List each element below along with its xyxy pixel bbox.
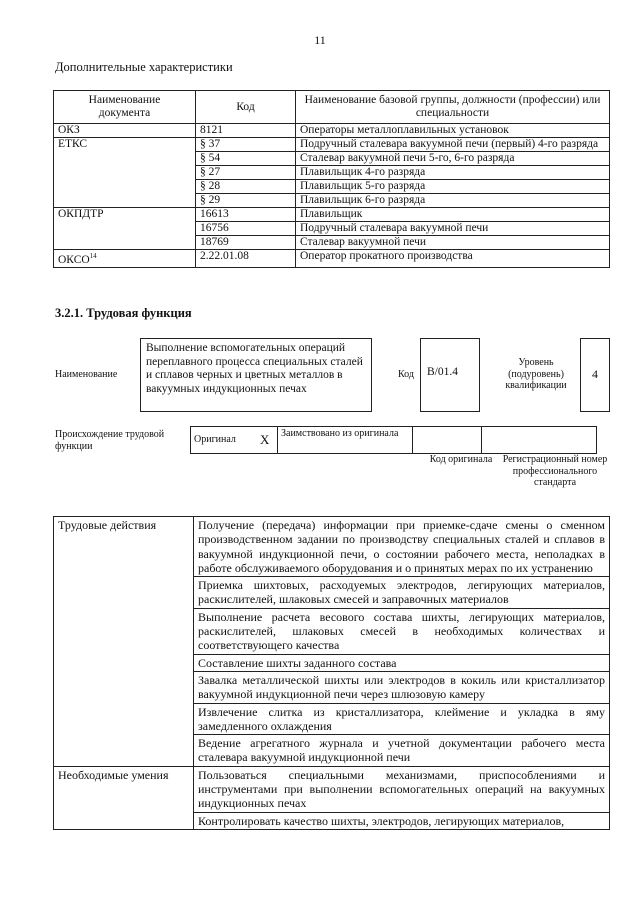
qualification-level-box: 4	[580, 338, 610, 412]
doc-cell: ОКЗ	[54, 124, 196, 138]
col-header-name: Наименование базовой группы, должности (профессии) или специальности	[296, 91, 610, 124]
code-label: Код	[398, 369, 414, 380]
labor-actions-table	[53, 516, 610, 830]
doc-cell: ЕТКС	[54, 138, 196, 208]
code-cell: 16756	[196, 222, 296, 236]
function-name-box: Выполнение вспомогательных операций переплавного процесса специальных сталей и сплавов черных и цветных металлов в вакуумных индукционных печах	[140, 338, 372, 412]
section-title: 3.2.1. Трудовая функция	[55, 306, 192, 320]
borrowed-label: Заимствовано из оригинала	[278, 427, 413, 454]
labor-action-cell: Получение (передача) информации при приемке-сдаче смены о сменном производственном задании по производству специальных сталей и сплавов в вакуумной индукционной печи, о состоянии рабочего места, неполадках в работе обслуживаемого оборудования и о принятых мерах по их устранению	[194, 517, 610, 577]
name-label: Наименование	[55, 369, 118, 380]
original-code-cell	[413, 427, 482, 454]
labor-action-cell: Составление шихты заданного состава	[194, 654, 610, 671]
name-cell: Операторы металлоплавильных установок	[296, 124, 610, 138]
labor-action-cell: Извлечение слитка из кристаллизатора, клеймение и укладка в яму замедленного охлаждения	[194, 703, 610, 735]
additional-characteristics-heading: Дополнительные характеристики	[55, 60, 233, 74]
qualification-level-label: Уровень (подуровень) квалификации	[505, 357, 567, 391]
labor-action-cell: Ведение агрегатного журнала и учетной документации рабочего места сталевара вакуумной индукционной печи	[194, 735, 610, 767]
labor-action-cell: Выполнение расчета весового состава шихты, легирующих материалов, раскислителей, шлаковых смесей в необходимых количествах и соответствующего качества	[194, 608, 610, 654]
doc-text: ОКСО	[58, 253, 90, 266]
name-cell: Сталевар вакуумной печи 5-го, 6-го разряда	[296, 152, 610, 166]
code-cell: § 37	[196, 138, 296, 152]
doc-cell	[54, 250, 196, 268]
registration-number-caption: Регистрационный номер профессионального стандарта	[502, 454, 608, 488]
skills-label: Необходимые умения	[54, 766, 194, 829]
name-cell: Подручный сталевара вакуумной печи	[296, 222, 610, 236]
table-header-row	[54, 91, 610, 124]
origin-table	[190, 426, 597, 454]
characteristics-table	[53, 90, 610, 268]
skill-cell: Контролировать качество шихты, электродов, легирующих материалов,	[194, 812, 610, 829]
name-cell: Плавильщик 4-го разряда	[296, 166, 610, 180]
table-row	[54, 138, 610, 152]
labor-actions-label: Трудовые действия	[54, 517, 194, 767]
code-cell: 16613	[196, 208, 296, 222]
col-header-code: Код	[196, 91, 296, 124]
footnote-marker: 14	[89, 252, 97, 260]
table-row	[54, 250, 610, 268]
original-mark: X	[257, 427, 278, 454]
labor-action-cell: Приемка шихтовых, расходуемых электродов, легирующих материалов, раскислителей, шлаковых смесей и заправочных материалов	[194, 577, 610, 609]
name-cell: Плавильщик 5-го разряда	[296, 180, 610, 194]
name-cell: Подручный сталевара вакуумной печи (первый) 4-го разряда	[296, 138, 610, 152]
code-cell: 2.22.01.08	[196, 250, 296, 268]
registration-number-cell	[482, 427, 597, 454]
name-cell: Плавильщик 6-го разряда	[296, 194, 610, 208]
table-row	[54, 517, 610, 577]
table-row	[54, 124, 610, 138]
table-row	[54, 208, 610, 222]
code-cell: § 29	[196, 194, 296, 208]
origin-label: Происхождение трудовой функции	[55, 429, 165, 452]
code-cell: 8121	[196, 124, 296, 138]
code-cell: § 54	[196, 152, 296, 166]
original-label: Оригинал	[191, 427, 258, 454]
labor-action-cell: Завалка металлической шихты или электродов в кокиль или кристаллизатор вакуумной индукционной печи через шлюзовую камеру	[194, 671, 610, 703]
code-cell: § 27	[196, 166, 296, 180]
table-row	[54, 766, 610, 812]
code-cell: § 28	[196, 180, 296, 194]
code-cell: 18769	[196, 236, 296, 250]
col-header-doc: Наименование документа	[54, 91, 196, 124]
code-original-caption: Код оригинала	[429, 454, 493, 465]
name-cell: Сталевар вакуумной печи	[296, 236, 610, 250]
code-value-box: B/01.4	[420, 338, 480, 412]
name-cell: Оператор прокатного производства	[296, 250, 610, 268]
doc-cell: ОКПДТР	[54, 208, 196, 250]
page-number: 11	[314, 33, 326, 47]
skill-cell: Пользоваться специальными механизмами, приспособлениями и инструментами при выполнении вспомогательных операций на вакуумных индукционных печах	[194, 766, 610, 812]
name-cell: Плавильщик	[296, 208, 610, 222]
